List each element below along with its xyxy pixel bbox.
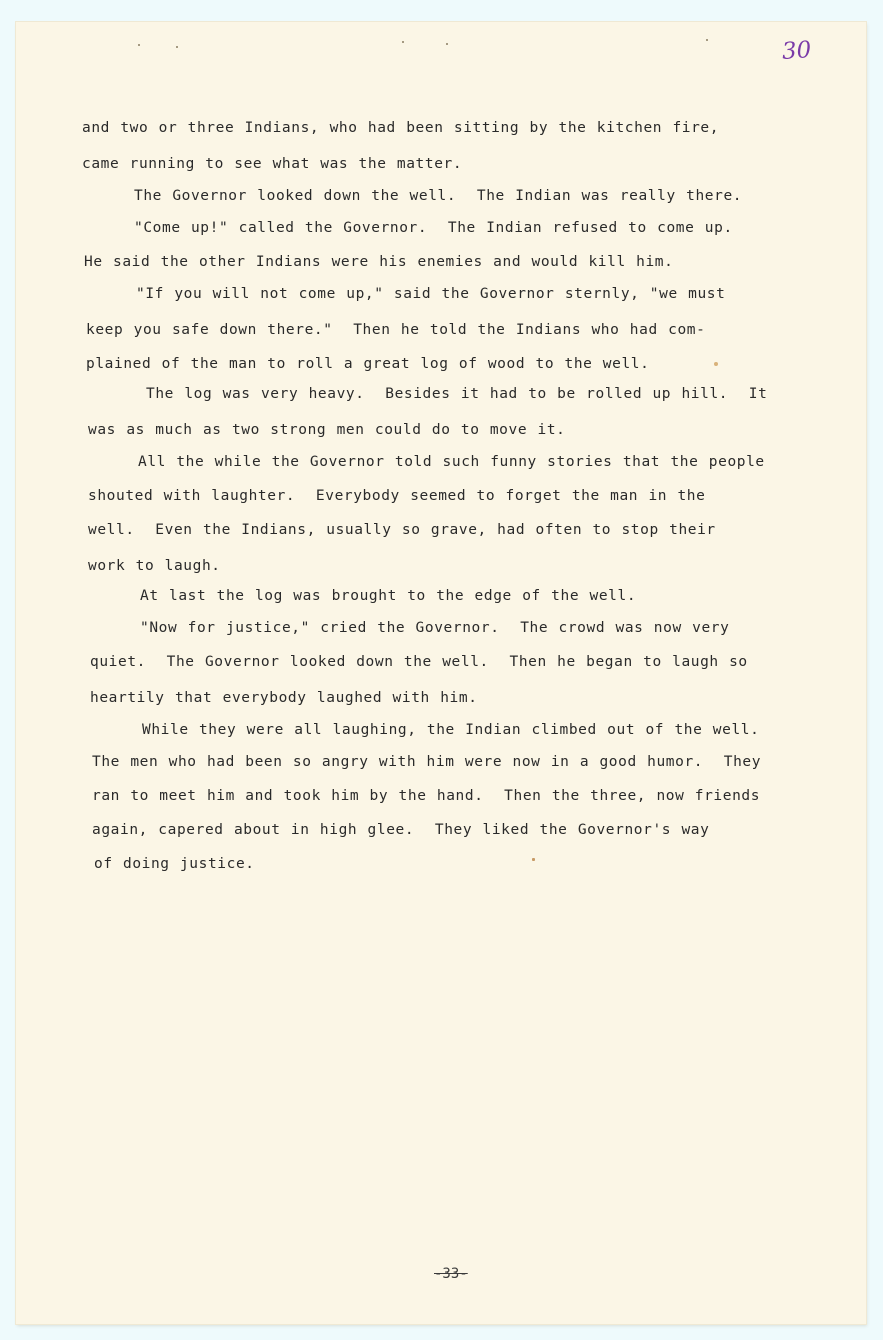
text-line: All the while the Governor told such funny stories that the people xyxy=(138,454,765,470)
text-line: of doing justice. xyxy=(94,856,255,872)
text-line: keep you safe down there." Then he told the Indians who had com- xyxy=(86,322,706,338)
text-line: quiet. The Governor looked down the well. Then he began to laugh so xyxy=(90,654,748,670)
document-page xyxy=(16,22,866,1324)
text-line: While they were all laughing, the Indian climbed out of the well. xyxy=(142,722,760,738)
text-line: plained of the man to roll a great log of wood to the well. xyxy=(86,356,650,372)
text-line: At last the log was brought to the edge of the well. xyxy=(140,588,637,604)
text-line: The log was very heavy. Besides it had to be rolled up hill. It xyxy=(146,386,768,402)
paper-speck xyxy=(446,43,448,45)
text-line: was as much as two strong men could do to move it. xyxy=(88,422,566,438)
folio-mark: 30 xyxy=(781,37,813,65)
paper-speck xyxy=(706,39,708,41)
text-line: well. Even the Indians, usually so grave, had often to stop their xyxy=(88,522,716,538)
text-line: heartily that everybody laughed with him. xyxy=(90,690,478,706)
paper-speck xyxy=(532,858,535,861)
text-line: work to laugh. xyxy=(88,558,221,574)
text-line: and two or three Indians, who had been sitting by the kitchen fire, xyxy=(82,120,720,136)
text-line: He said the other Indians were his enemies and would kill him. xyxy=(84,254,674,270)
paper-speck xyxy=(138,44,140,46)
paper-speck xyxy=(176,46,178,48)
paper-speck xyxy=(714,362,718,366)
text-line: The men who had been so angry with him were now in a good humor. They xyxy=(92,754,762,770)
text-line: again, capered about in high glee. They liked the Governor's way xyxy=(92,822,710,838)
text-line: ran to meet him and took him by the hand. Then the three, now friends xyxy=(92,788,761,804)
text-line: came running to see what was the matter. xyxy=(82,156,463,172)
text-line: "Come up!" called the Governor. The Indian refused to come up. xyxy=(134,220,733,236)
text-line: "Now for justice," cried the Governor. The crowd was now very xyxy=(140,620,730,636)
page-number: -33- xyxy=(434,1266,468,1282)
text-line: shouted with laughter. Everybody seemed to forget the man in the xyxy=(88,488,706,504)
text-line: "If you will not come up," said the Governor sternly, "we must xyxy=(136,286,726,302)
paper-speck xyxy=(402,41,404,43)
text-line: The Governor looked down the well. The Indian was really there. xyxy=(134,188,743,204)
